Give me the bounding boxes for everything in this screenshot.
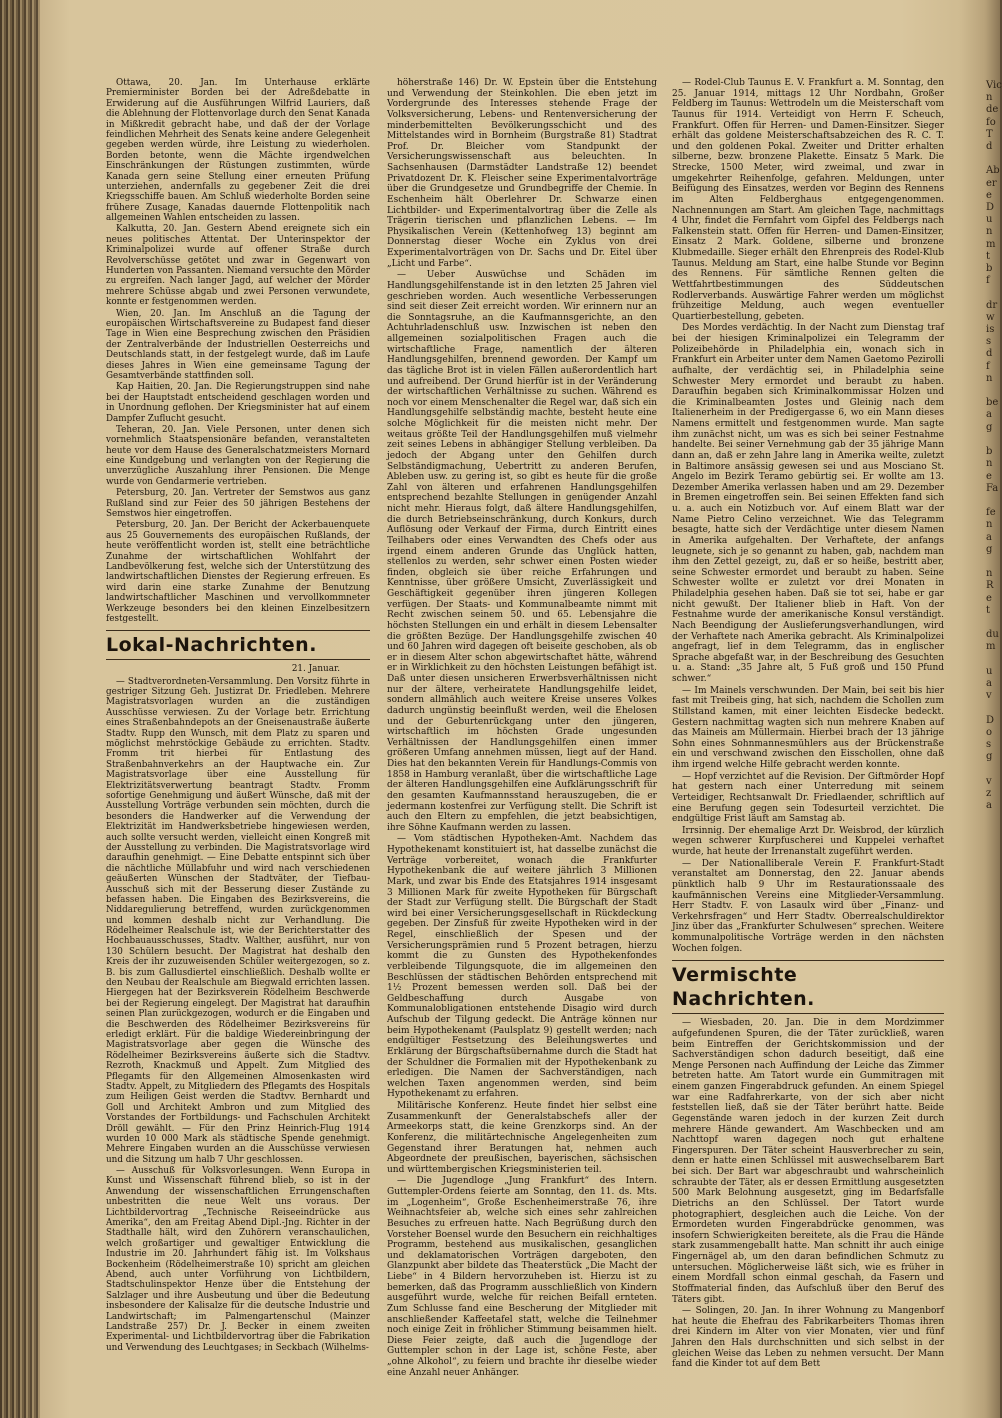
news-handlungsgehilfen: — Ueber Auswüchse und Schäden im Handlungsgehilfenstande ist in den letzten 25 Jahren viel geschrieben worden. Auch wesentliche Verbesserungen sind seit dieser Zeit erreicht worden. Wir erinnern nur an die Sonntagsruhe, an die Kaufmannsgerichte, an den Achtuhrladenschluß usw. Inzwischen ist neben den allgemeinen sozialpolitischen Fragen auch die wirtschaftliche Frage, namentlich der älteren Handlungsgehilfen, brennend geworden. Der Kampf um das tägliche Brot ist in vielen Fällen außerordentlich hart und aufreibend. Der Grund hierfür ist in der Veränderung der wirtschaftlichen Verhältnisse zu suchen. Während es noch vor einem Menschenalter die Regel war, daß sich ein Handlungsgehilfe selbständig machte, besteht heute eine solche Möglichkeit für die meisten nicht mehr. Der weitaus größte Teil der Handlungsgehilfen muß vielmehr zeit seines Lebens in abhängiger Stellung verbleiben. Da jedoch der Abgang unter den Gehilfen durch Selbständigmachung, Uebertritt zu anderen Berufen, Ableben usw. zu gering ist, so gibt es heute für die große Zahl von älteren und erfahrenen Handlungsgehilfen entsprechend bezahlte Stellungen in genügender Anzahl nicht mehr. Hieraus folgt, daß ältere Handlungsgehilfen, die durch Betriebseinschränkung, durch Konkurs, durch Auflösung oder Verkauf der Firma, durch Eintritt eines Teilhabers oder eines Verwandten des Chefs oder aus irgend einem anderen Grunde das Unglück hatten, stellenlos zu werden, sehr schwer einen Posten wieder finden, obgleich sie über reiche Erfahrungen und Kenntnisse, über größere Umsicht, Zuverlässigkeit und Geschäftigkeit gegenüber ihren jüngeren Kollegen verfügen. Der Staats- und Kommunalbeamte nimmt mit Recht zwischen seinem 50. und 65. Lebensjahre die höchsten Stellungen ein und erhält in diesem Lebensalter die größten Bezüge. Der Handlungsgehilfe zwischen 40 und 60 Jahren wird dagegen oft beiseite geschoben, als ob er in diesem Alter schon abgewirtschaftet hätte, während er in Wirklichkeit zu den höchsten Leistungen befähigt ist. Daß unter diesen unsicheren Erwerbsverhältnissen nicht nur der ältere, verheiratete Handlungsgehilfe leidet, sondern allmählich auch weitere Kreise unseres Volkes dadurch ungünstig beeinflußt werden, weil die Ehelosen und der Geburtenrückgang unter den jüngeren, wirtschaftlich im höchsten Grade ungesunden Verhältnissen der Handlungsgehilfen einen immer größeren Umfang annehmen müssen, liegt auf der Hand. Dies hat den bekannten Verein für Handlungs-Commis von 1858 in Hamburg veranlaßt, über die wirtschaftliche Lage der älteren Handlungsgehilfen eine Aufklärungsschrift für den gesamten Kaufmannsstand herauszugeben, die er jedermann kostenfrei zur Verfügung stellt. Die Schrift ist auch den Eltern zu empfehlen, die jetzt beabsichtigen, ihre Söhne Kaufmann werden zu lassen. — [387, 270, 657, 833]
edge-fragment: e — [986, 592, 992, 604]
column-right — [672, 78, 944, 1371]
news-maineis: — Im Mainels verschwunden. Der Main, bei seit bis hier fast mit Treibeis ging, hat sich, nachdem die Schollen zum Stillstand kamen, mit einer leichten Eisdecke bedeckt. Gestern nachmittag wagten sich nun mehrere Knaben auf das Maineis am Müllermain. Hierbei brach der 13 jährige Sohn eines Sohnmannesmühlers aus der Brückenstraße ein und verschwand zwischen den Eisschollen, ohne daß ihm irgend welche Hilfe gebracht werden konnte. — [672, 685, 944, 770]
edge-fragment — [986, 153, 1000, 165]
edge-fragment: d — [986, 348, 993, 360]
edge-fragment: n — [986, 519, 993, 531]
edge-fragment: n — [986, 568, 993, 580]
news-stadtverordneten: — Stadtverordneten-Versammlung. Den Vorsitz führte in gestriger Sitzung Geh. Justizrat Dr. Friedleben. Mehrere Magistratsvorlagen wurden an die zuständigen Ausschüsse verwiesen. Zu der Vorlage betr. Errichtung eines Straßenbahndepots an der Gneisenaustraße äußerte Stadtv. Rupp den Wunsch, mit dem Platz zu sparen und möglichst mehrstöckige Gebäude zu errichten. Stadtv. Fromm trit hierbei für Entlastung des Straßenbahnverkehrs an der Hauptwache ein. Zur Magistratsvorlage über eine Ausstellung für Elektrizitätsverwertung beantragt Stadtv. Fromm sofortige Genehmigung und äußert Wünsche, daß mit der Ausstellung Vorträge verbunden sein möchten, durch die besonders die Handwerker auf die Verwendung der Elektrizität im Handwerksbetriebe hingewiesen werden, auch sollte versucht werden, vielleicht einen Kongreß mit der Ausstellung zu verbinden. Die Magistratsvorlage wird daraufhin genehmigt. — Eine Debatte entspinnt sich über die nächtliche Müllabfuhr und wird nach verschiedenen geäußerten Wünschen der Stadtväter, der Tiefbau-Ausschuß sich mit der Besserung dieser Zustände zu befassen haben. Die Eingaben des Bezirksvereins, die Niddaregulierung betreffend, wurden zurückgenommen und kommen deshalb nicht zur Verhandlung. Die Rödelheimer Realschule ist, wie der Berichterstatter des Hochbauausschusses, Stadtv. Walther, ausführt, nur von 130 Schülern besucht. Der Magistrat hat deshalb den Kreis der ihr zuzuweisenden Schüler weitergezogen, so z. B. bis zum Gallusdiertel einschließlich. Deshalb wollte er den Neubau der Realschule am Biegwald errichten lassen. Hiergegen hat der Bezirksverein Rödelheim Beschwerde bei der Regierung eingelegt. Der Magistrat hat daraufhin seinen Plan zurückgezogen, wodurch er die Eingaben und die Beschwerden des Rödelheimer Bezirksvereins für erledigt erklärt. Für die baldige Wiedereinbringung der Magistratsvorlage aber gegen die Wünsche des Rödelheimer Bezirksvereins äußerte sich die Stadtvv. Rezroth, Knackmuß und Appelt. Zum Mitglied des Pflegamts für den Allgemeinen Almosenkasten wird Stadtv. Appelt, zu Mitgliedern des Pflegamts des Hospitals zum Heiligen Geist werden die Stadtvv. Bernhardt und Goll und Architekt Ambron und zum Mitglied des Vorstandes der Fortbildungs- und Fachschulen Architekt Dröll gewählt. — Für den Prinz Heinrich-Flug 1914 wurden 10 000 Mark als städtische Spende genehmigt. Mehrere Eingaben wurden an die Ausschüsse verwiesen und die Sitzung um halb 7 Uhr geschlossen. — [106, 676, 370, 1165]
news-kalkutta: Kalkutta, 20. Jan. Gestern Abend ereignete sich ein neues politisches Attentat. Der Unterinspektor der Kriminalpolizei wurde auf offener Straße durch Revolverschüsse getötet und zwar in Gegenwart von Hunderten von Passanten. Niemand versuchte den Mörder zu ergreifen. Nach langer Jagd, auf welcher der Mörder mehrere Schüsse abgab und zwei Personen verwundete, konnte er festgenommen werden. — [106, 224, 370, 308]
edge-fragment: b — [986, 446, 993, 458]
edge-fragment: m — [986, 238, 996, 250]
edge-fragment — [986, 702, 1000, 714]
edge-fragment: T — [986, 128, 993, 140]
news-kap-haitien: Kap Haitien, 20. Jan. Die Regierungstruppen sind nahe bei der Hauptstadt entscheidend geschlagen worden und in Unordnung geflohen. Der Kriegsminister hat auf einem Dampfer Zuflucht gesucht. — [106, 382, 370, 424]
news-rodel-club: — Rodel-Club Taunus E. V. Frankfurt a. M. Sonntag, den 25. Januar 1914, mittags 12 Uhr Nordbahn, Großer Feldberg im Taunus: Wettrodeln um die Meisterschaft vom Taunus für 1914. Verteidigt von Herrn F. Scheuch, Frankfurt. Offen für Herren- und Damen-Einsitzer. Sieger erhält das goldene Meisterschaftsabzeichen des R. C. T. und den goldenen Pokal. Zweiter und Dritter erhalten silberne, bezw. bronzene Plakette. Einsatz 5 Mark. Die Strecke, 1500 Meter, wird zweimal, und zwar in umgekehrter Reihenfolge, gefahren. Meldungen, unter Beifügung des Einsatzes, werden vor Beginn des Rennens im Alten Feldberghaus entgegengenommen. Nachnennungen am Start. Am gleichen Tage, nachmittags 4 Uhr, findet die Fernfahrt vom Gipfel des Feldbergs nach Falkenstein statt. Offen für Herren- und Damen-Einsitzer, Einsatz 2 Mark. Goldene, silberne und bronzene Klubmedaille. Sieger erhält den Ehrenpreis des Rodel-Klub Taunus. Meldung am Start, eine halbe Stunde vor Beginn des Rennens. Für sämtliche Rennen gelten die Wettfahrtbestimmungen des Süddeutschen Rodlerverbands. Auswärtige Fahrer werden um möglichst frühzeitige Meldung, auch wegen eventueller Quartierbestellung, gebeten. — [672, 78, 944, 322]
edge-fragment: Fa — [986, 482, 999, 494]
edge-fragment — [986, 763, 1000, 775]
edge-fragment: n — [986, 226, 993, 238]
edge-fragment: g — [986, 421, 993, 433]
news-petersburg-1: Petersburg, 20. Jan. Vertreter der Semstwos aus ganz Rußland sind zur Feier des 50 jährigen Bestehens der Semstwos hier eingetroffen. — [106, 488, 370, 520]
news-solingen: — Solingen, 20. Jan. In ihrer Wohnung zu Mangenborf hat heute die Ehefrau des Fabrikarbeiters Thomas ihren drei Kindern im Alter von vier Monaten, vier und fünf Jahren den Hals durchschnitten und sich selbst in der gleichen Weise das Leben zu nehmen versucht. Der Mann fand die Kinder tot auf dem Bett — [672, 1306, 944, 1370]
edge-fragment: du — [986, 629, 999, 641]
edge-fragment: g — [986, 543, 993, 555]
edge-fragment: b — [986, 263, 993, 275]
edge-fragment: v — [986, 775, 992, 787]
news-irrsinnig: Irrsinnig. Der ehemalige Arzt Dr. Weisbrod, der kürzlich wegen schwerer Kurpfuscherei und Kuppelei verhaftet wurde, hat heute der Irrenanstalt zugeführt werden. — [672, 825, 944, 857]
edge-fragment: dr — [986, 299, 998, 311]
edge-fragment: is — [986, 324, 995, 336]
edge-fragment: be — [986, 397, 999, 409]
edge-fragment: u — [986, 665, 993, 677]
edge-fragment — [986, 617, 1000, 629]
edge-fragment — [986, 654, 1000, 666]
edge-fragment — [986, 385, 1000, 397]
news-teheran: Teheran, 20. Jan. Viele Personen, unter denen sich vornehmlich Staatspensionäre befanden, veranstalteten heute vor dem Hause des Generalschatzmeisters Mornard eine Kundgebung und verlangten von der Regierung die unverzügliche Auszahlung ihrer Pensionen. Die Menge wurde von Gendarmerie vertrieben. — [106, 424, 370, 487]
news-mordverdacht: Des Mordes verdächtig. In der Nacht zum Dienstag traf bei der hiesigen Kriminalpolizei ein Telegramm der Polizeibehörde in Philadelphia ein, wonach sich in Frankfurt ein Arbeiter unter dem Namen Gaetomo Pezirolli aufhalte, der verdächtig sei, in Philadelphia seine Schwester Mery ermordet und beraubt zu haben. Daraufhin begaben sich Kriminalkommissar Holzen und die Kriminalbeamten Jostes und Gleinig nach dem Italienerheim in der Predigergasse 6, wo ein Mann dieses Namens ermittelt und festgenommen wurde. Man sagte ihm zunächst nicht, um was es sich bei seiner Festnahme handelte. Bei seiner Vernehmung gab der 35 jährige Mann dann an, daß er zehn Jahre lang in Amerika weilte, zuletzt in Baltimore ansässig gewesen sei und aus Mosciano St. Angelo im Bezirk Teramo gebürtig sei. Er wollte am 13. Dezember Amerika verlassen haben und am 29. Dezember in Bremen eingetroffen sein. Bei seinen Effekten fand sich u. a. auch ein Notizbuch vor. Auf einem Blatt war der Name Pietro Celino verzeichnet. Wie das Telegramm besagte, hatte sich der Verdächtige unter diesem Namen in Amerika aufgehalten. Der Verhaftete, der anfangs leugnete, sich je so genannt zu haben, gab, nachdem man ihm den Zettel gezeigt, zu, daß er so heiße, bestritt aber, seine Schwester ermordet und beraubt zu haben. Seine Schwester wollte er zuletzt vor drei Monaten in Philadelphia gesehen haben. Daß sie tot sei, habe er gar nicht gewußt. Der Italiener blieb in Haft. Von der Festnahme wurde der amerikanische Konsul verständigt. Nach Beendigung der Auslieferungsverhandlungen, wird der Verhaftete nach Amerika gebracht. Als Kriminalpolizei angefragt, lief in dem Telegramm, das in englischer Sprache abgefaßt war, in der Beschreibung des Gesuchten u. a. Stand: „35 Jahre alt, 5 Fuß groß und 150 Pfund schwer.“ — [672, 323, 944, 684]
edge-fragment: fo — [986, 116, 996, 128]
edge-fragment: f — [986, 360, 990, 372]
edge-fragment: v — [986, 690, 992, 702]
news-hopf: — Hopf verzichtet auf die Revision. Der Giftmörder Hopf hat gestern nach einer Unterredung mit seinem Verteidiger, Rechtsanwalt Dr. Friedlaender, schriftlich auf eine Berufung gegen sein Todesurteil verzichtet. Die endgültige Frist läuft am Samstag ab. — [672, 771, 944, 825]
dateline: 21. Januar. — [291, 664, 340, 675]
edge-fragment: de — [986, 104, 999, 116]
edge-fragment: d — [986, 141, 993, 153]
edge-fragment: o — [986, 726, 993, 738]
edge-fragment — [986, 434, 1000, 446]
column-left — [106, 78, 370, 1354]
edge-fragment: D — [986, 202, 995, 214]
news-vortraege: höherstraße 146) Dr. W. Epstein über die Entstehung und Verwendung der Steinkohlen. Die eben jetzt im Vordergrunde des Interesses stehende Frage der Volksversicherung, Lebens- und Rentenversicherung der minderbemittelten Bevölkerungsschicht und des Mittelstandes wird in Bornheim (Burgstraße 81) Stadtrat Prof. Dr. Bleicher vom Standpunkt der Versicherungswissenschaft aus beleuchten. In Sachsenhausen (Darmstädter Landstraße 12) beendet Privatdozent Dr. K. Fleischer seine Experimentalvorträge über die Grundgesetze und Grundbegriffe der Chemie. In Eschenheim hält Oberlehrer Dr. Schwarze einen Lichtbilder- und Experimentalvortrag über die Zelle als Trägerin tierischen und pflanzlichen Lebens. — Im Physikalischen Verein (Kettenhofweg 13) beginnt am Donnerstag dieser Woche ein Zyklus von drei Experimentalvorträgen von Dr. Sachs und Dr. Eitel über „Licht und Farbe“. — [387, 78, 657, 269]
edge-fragment: er — [986, 177, 997, 189]
book-spine — [0, 0, 40, 1418]
edge-fragment: s — [986, 336, 992, 348]
news-wiesbaden: — Wiesbaden, 20. Jan. Die in dem Mordzimmer aufgefundenen Spuren, die der Täter zurückließ, waren beim Eintreffen der Gerichtskommission und der Sachverständigen schon dadurch beseitigt, daß eine Menge Personen nach Auffindung der Leiche das Zimmer betreten hatte. Am Tatort wurde ein Gummitragen mit einem ganzen Fingerabdruck gefunden. An einem Spiegel war eine Radfahrerkarte, von der sich aber nicht feststellen ließ, daß sie der Täter berührt hatte. Beide Gegenstände waren jedoch in der kurzen Zeit durch mehrere Hände gewandert. Am Waschbecken und am Nachttopf waren dagegen noch gut erhaltene Fingerspuren. Der Täter scheint Hausverbrecher zu sein, denn er hatte einen Schlüssel mit auswechselbarem Bart bei sich. Der Bart war abgeschraubt und wahrscheinlich schraubte der Täter, als er dessen Ermittlung ausgesetzten 500 Mark Belohnung ausgesetzt, ging im Bedarfsfalle Dietrichs an den Schlüssel. Der Tatort wurde photographiert, desgleichen auch die Leiche. Von der Ermordeten wurden Fingerabdrücke genommen, was insofern Schwierigkeiten bereitete, als die Frau die Hände stark zusammengeballt hatte. Man schnitt ihr auch einige Fingernägel ab, um den daran befindlichen Schmutz zu untersuchen. Möglicherweise läßt sich, wie es früher in einem Mordfall schon einmal geschah, da Fasern und Stoffmaterial finden, das Aufschluß über den Beruf des Täters gibt. — [672, 1018, 944, 1305]
edge-fragment: n — [986, 372, 993, 384]
edge-fragment — [986, 287, 1000, 299]
edge-fragment: e — [986, 470, 992, 482]
adjacent-page-edge — [986, 80, 1000, 1400]
edge-fragment: fe — [986, 507, 996, 519]
section-heading-local: Lokal-Nachrichten. — [106, 630, 370, 660]
news-ottawa: Ottawa, 20. Jan. Im Unterhause erklärte Premierminister Borden bei der Adreßdebatte in Erwiderung auf die Ausführungen Wilfrid Lauriers, daß die Ablehnung der Flottenvorlage durch den Senat Kanada in Mißkredit gebracht habe, und daß der der Vorlage feindlichen Mehrheit des Senats keine andere Gelegenheit gegeben werden würde, ihre Leistung zu wiederholen. Borden betonte, wenn die Mächte irgendwelchen Einschränkungen der Rüstungen zustimmten, würde Kanada gern seine Stellung einer erneuten Prüfung unterziehen, andernfalls zu gegebener Zeit die drei Kriegsschiffe bauen. Am Schluß wiederholte Borden seine frühere Zusage, Kanadas dauernde Flottenpolitik nach allgemeinen Wahlen entscheiden zu lassen. — [106, 78, 370, 224]
edge-fragment: w — [986, 311, 995, 323]
edge-fragment: a — [986, 531, 992, 543]
edge-fragment: Ab — [986, 165, 1000, 177]
edge-fragment: R — [986, 580, 994, 592]
edge-fragment: n — [986, 92, 993, 104]
edge-fragment: D — [986, 714, 995, 726]
edge-fragment — [986, 556, 1000, 568]
edge-fragment: Vic — [986, 80, 1002, 91]
news-hypotheken-amt: — Vom städtischen Hypotheken-Amt. Nachdem das Hypothekenamt konstituiert ist, hat dasselbe zunächst die Verträge vorbereitet, wonach die Frankfurter Hypothekenbank die auf weitere jährlich 3 Millionen Mark, und zwar bis Ende des Etatsjahres 1914 insgesamt 3 Millionen Mark für zweite Hypotheken für Bürgschaft der Stadt zur Verfügung stellt. Die Bürgschaft der Stadt wird bei einer Versicherungsgesellschaft in Rückdeckung gegeben. Der Zinsfuß für zweite Hypotheken wird in der Regel, einschließlich der Spesen und der Versicherungsprämien rund 5 Prozent betragen, hierzu kommt die zu Gunsten des Hypothekenfondes verbleibende Tilgungsquote, die im allgemeinen den Beschlüssen der städtischen Behörden entsprechend mit 1½ Prozent bemessen werden soll. Daß bei der Geldbeschaffung durch Ausgabe von Kommunalobligationen entstehende Disagio wird durch Aufschub der Tilgung gedeckt. Die Anträge können nur beim Hypothekenamt (Paulsplatz 9) gestellt werden; nach endgültiger Festsetzung des Beleihungswertes und Erklärung der Bürgschaftsübernahme durch die Stadt hat der Schuldner die Formalien mit der Hypothekenbank zu erledigen. Die Namen der Sachverständigen, nach welchen Taxen angenommen werden, sind beim Hypothekenamt zu erfahren. — [387, 834, 657, 1100]
news-wien: Wien, 20. Jan. Im Anschluß an die Tagung der europäischen Wirtschaftsvereine zu Budapest fand dieser Tage in Wien eine Besprechung zwischen den Präsidien der Zentralverbände der Industriellen Oesterreichs und Deutschlands statt, in der festgelegt wurde, daß im Laufe dieses Jahres in Wien eine gemeinsame Tagung der Gesamtverbände stattfinden soll. — [106, 308, 370, 381]
edge-fragment: m — [986, 641, 996, 653]
edge-fragment: u — [986, 214, 993, 226]
edge-fragment: a — [986, 799, 992, 811]
news-jugendloge: — Die Jugendloge „Jung Frankfurt“ des Intern. Guttempler-Ordens feierte am Sonntag, den 11. ds. Mts. im „Logenheim“, Große Eschenheimerstraße 76, ihre Weihnachtsfeier ab, welche sich eines sehr zahlreichen Besuches zu erfreuen hatte. Nach Begrüßung durch den Vorsteher Boensel wurde den Besuchern ein reichhaltiges Programm, bestehend aus musikalischen, gesanglichen und deklamatorischen Vorträgen dargeboten, den Glanzpunkt aber bildete das Theaterstück „Die Macht der Liebe“ in 4 Bildern hervorzuheben ist. Hierzu ist zu bemerken, daß das Programm ausschließlich von Kindern ausgeführt wurde, welche für reichen Beifall ernteten. Zum Schlusse fand eine Bescherung der Mitglieder mit anschließender Kaffeetafel statt, welche die Teilnehmer noch einige Zeit in fröhlicher Stimmung beisammen hielt. Diese Feier zeigte, daß auch die Jugendloge der Guttempler schon in der Lage ist, schöne Feste, aber „ohne Alkohol“, zu feiern und brachte ihr dieselbe wieder eine Anzahl neuer Anhänger. — [387, 1176, 657, 1378]
edge-fragment: s — [986, 738, 992, 750]
edge-fragment: f — [986, 275, 990, 287]
news-volksvorlesungen: — Ausschuß für Volksvorlesungen. Wenn Europa in Kunst und Wissenschaft führend blieb, so ist in der Anwendung der wissenschaftlichen Errungenschaften unbestritten die neue Welt uns voraus. Der Lichtbildervortrag „Technische Reiseeindrücke aus Amerika“, den am Freitag Abend Dipl.-Jng. Richter in der Stadthalle hält, wird den Zuhörern veranschaulichen, welch großartiger und gewaltiger Entwicklung die Industrie im 20. Jahrhundert fähig ist. Im Volkshaus Bockenheim (Rödelheimerstraße 10) spricht am gleichen Abend, auch unter Vorführung von Lichtbildern, Stadtschulinspektor Henze über die Entstehung der Salzlager und ihre Ausbeutung und über die Bedeutung insbesondere der Kalisalze für die deutsche Industrie und Landwirtschaft; im Palmengartenschul (Mainzer Landstraße 257) Dr. J. Becker in einem zweiten Experimental- und Lichtbildervortrag über die Fabrikation und Verwendung des Leuchtgases; in Seckbach (Wilhelms- — [106, 1166, 370, 1353]
edge-fragment: a — [986, 409, 992, 421]
news-nationalliberale: — Der Nationalliberale Verein F. Frankfurt-Stadt veranstaltet am Donnerstag, den 22. Januar abends pünktlich halb 9 Uhr im Restaurationssaale des kaufmännischen Vereins eine Mitglieder-Versammlung. Herr Stadtv. F. von Lasaulx wird über „Finanz- und Verkehrsfragen“ und Herr Stadtv. Oberrealschuldirektor Jinz über das „Frankfurter Schulwesen“ sprechen. Weitere kommunalpolitische Vorträge werden in den nächsten Wochen folgen. — [672, 858, 944, 954]
edge-fragment: z — [986, 787, 992, 799]
edge-fragment: a — [986, 677, 992, 689]
news-militaerische-konferenz: Militärische Konferenz. Heute findet hier selbst eine Zusammenkunft der Generalstabschefs aller der Armeekorps statt, die keine Grenzkorps sind. An der Konferenz, die militärtechnische Angelegenheiten zum Gegenstand ihrer Beratungen hat, nehmen auch Abgeordnete der preußischen, bayerischen, sächsischen und württembergischen Kriegsministerien teil. — [387, 1101, 657, 1175]
edge-fragment: t — [986, 604, 991, 616]
edge-fragment: e — [986, 189, 992, 201]
edge-fragment: t — [986, 250, 991, 262]
section-heading-misc: Vermischte Nachrichten. — [672, 960, 944, 1014]
column-middle — [387, 78, 657, 1379]
edge-fragment: g — [986, 751, 993, 763]
edge-fragment: n — [986, 458, 993, 470]
news-petersburg-2: Petersburg, 20. Jan. Der Bericht der Ackerbauenquete aus 25 Gouvernements des europäischen Rußlands, der heute veröffentlicht worden ist, stellt eine beträchtliche Zunahme der wirtschaftlichen Wohlfahrt der Landbevölkerung fest, welche sich der Unterstützung des landwirtschaftlichen Dienstes der Regierung erfreuen. Es wird darin eine starke Zunahme der Benutzung landwirtschaftlicher Maschinen und vervollkommneter Werkzeuge besonders bei den kleinen Einzelbesitzern festgestellt. — [106, 520, 370, 624]
edge-fragment — [986, 495, 1000, 507]
